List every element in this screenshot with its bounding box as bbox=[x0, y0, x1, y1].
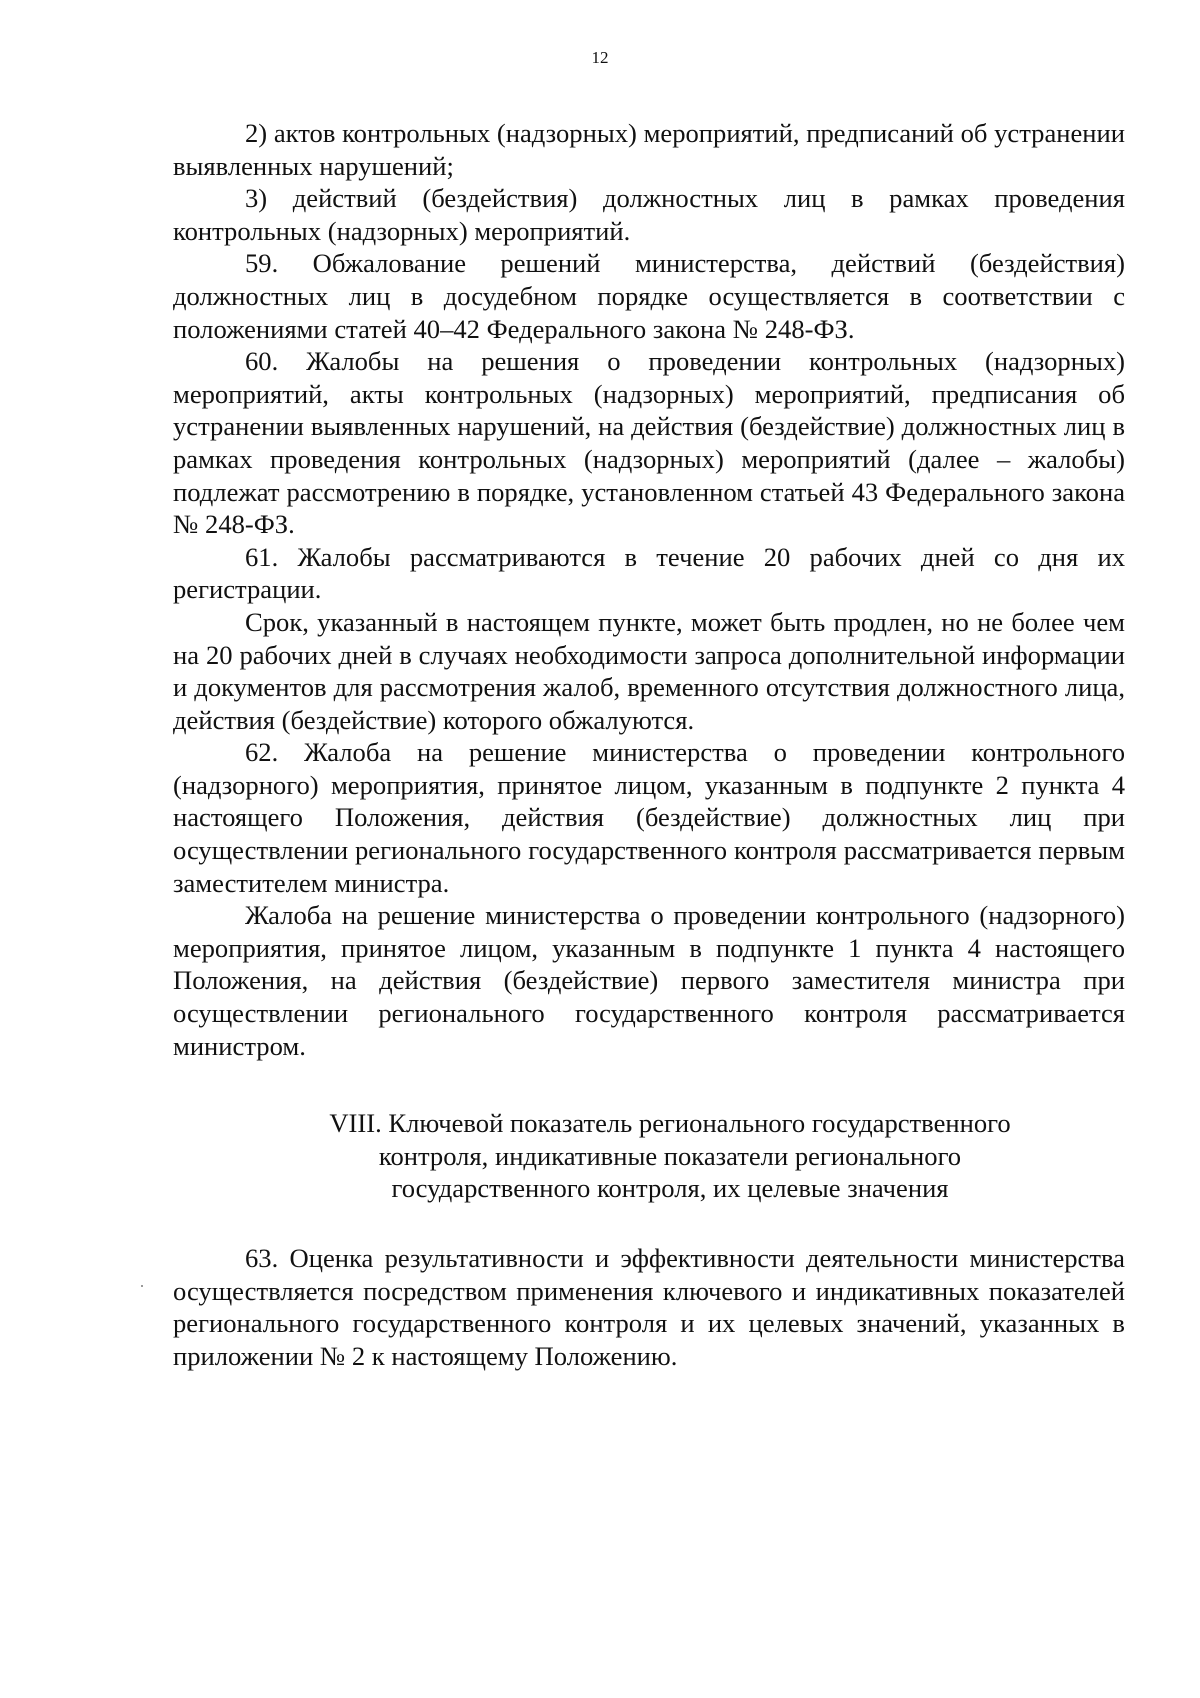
paragraph-item-2: 2) актов контрольных (надзорных) мероприятий, предписаний об устранении выявленных нарушений; bbox=[173, 118, 1125, 181]
document-body bbox=[173, 117, 1125, 1062]
page-number: 12 bbox=[591, 48, 609, 67]
document-body-section-viii bbox=[173, 1242, 1125, 1372]
section-heading-line: VIII. Ключевой показатель регионального государственного bbox=[329, 1108, 1011, 1138]
paragraph-item-3: 3) действий (бездействия) должностных лиц в рамках проведения контрольных (надзорных) мероприятий. bbox=[173, 183, 1125, 246]
section-heading-viii bbox=[220, 1107, 1120, 1205]
paragraph-62-complaint: Жалоба на решение министерства о проведении контрольного (надзорного) мероприятия, принятое лицом, указанным в подпункте 1 пункта 4 настоящего Положения, на действия (бездействие) первого заместителя министра при осуществлении регионального государственного контроля рассматривается министром. bbox=[173, 900, 1125, 1061]
paragraph-60: 60. Жалобы на решения о проведении контрольных (надзорных) мероприятий, акты контрольных (надзорных) мероприятий, предписания об устранении выявленных нарушений, на действия (бездействие) должностных лиц в рамках проведения контрольных (надзорных) мероприятий (далее – жалобы) подлежат рассмотрению в порядке, установленном статьей 43 Федерального закона № 248-ФЗ. bbox=[173, 346, 1125, 540]
paragraph-61: 61. Жалобы рассматриваются в течение 20 рабочих дней со дня их регистрации. bbox=[173, 541, 1125, 605]
section-heading-line: государственного контроля, их целевые значения bbox=[391, 1173, 949, 1204]
scan-speck bbox=[141, 1285, 143, 1287]
paragraph-63: 63. Оценка результативности и эффективности деятельности министерства осуществляется посредством применения ключевого и индикативных показателей регионального государственного контроля и их целевых значений, указанных в приложении № 2 к настоящему Положению. bbox=[173, 1243, 1125, 1371]
paragraph-61-term: Срок, указанный в настоящем пункте, может быть продлен, но не более чем на 20 рабочих дней в случаях необходимости запроса дополнительной информации и документов для рассмотрения жалоб, временного отсутствия должностного лица, действия (бездействие) которого обжалуются. bbox=[173, 606, 1125, 735]
section-heading-line: контроля, индикативные показатели регионального bbox=[378, 1140, 962, 1171]
paragraph-59: 59. Обжалование решений министерства, действий (бездействия) должностных лиц в досудебном порядке осуществляется в соответствии с положениями статей 40–42 Федерального закона № 248-ФЗ. bbox=[173, 248, 1125, 344]
paragraph-62: 62. Жалоба на решение министерства о проведении контрольного (надзорного) мероприятия, принятое лицом, указанным в подпункте 2 пункта 4 настоящего Положения, действия (бездействие) должностных лиц при осуществлении регионального государственного контроля рассматривается первым заместителем министра. bbox=[173, 737, 1125, 898]
